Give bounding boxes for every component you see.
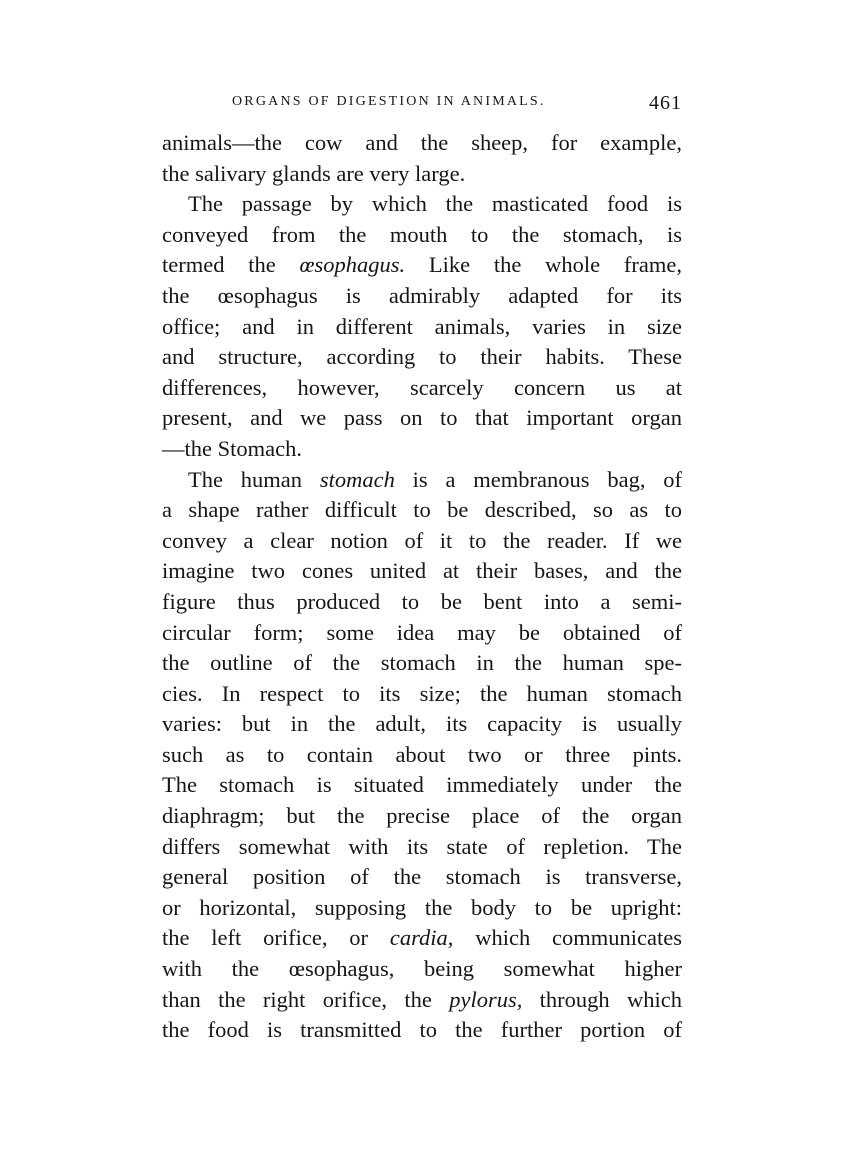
- text-line: —the Stomach.: [162, 435, 302, 461]
- text-line: such as to contain about two or three pints.: [162, 741, 682, 767]
- text-line: termed the œsophagus. Like the whole frame,: [162, 252, 682, 278]
- text-line: varies: but in the adult, its capacity is usually: [162, 711, 682, 737]
- text-line: The passage by which the masticated food is: [188, 191, 682, 217]
- text-line: The stomach is situated immediately under the: [162, 772, 682, 798]
- text-line: conveyed from the mouth to the stomach, is: [162, 221, 682, 247]
- text-line: differences, however, scarcely concern us at: [162, 374, 682, 400]
- text-line: and structure, according to their habits. These: [162, 344, 682, 370]
- italic-term: cardia,: [389, 925, 454, 951]
- text-line: a shape rather difficult to be described, so as to: [162, 497, 682, 523]
- text-line: circular form; some idea may be obtained of: [162, 619, 682, 645]
- page-number: 461: [649, 92, 682, 114]
- text-line: the œsophagus is admirably adapted for its: [162, 282, 682, 308]
- text-line: figure thus produced to be bent into a semi-: [162, 588, 682, 614]
- text-line: with the œsophagus, being somewhat higher: [162, 956, 682, 982]
- text-line: animals—the cow and the sheep, for example,: [162, 130, 682, 155]
- text-line: or horizontal, supposing the body to be upright:: [162, 894, 682, 920]
- body-text: [162, 128, 682, 1046]
- text-line: diaphragm; but the precise place of the organ: [162, 803, 682, 829]
- text-line: the salivary glands are very large.: [162, 160, 466, 186]
- text-line: present, and we pass on to that important organ: [162, 405, 682, 431]
- running-head: [232, 92, 682, 116]
- text-line: general position of the stomach is transverse,: [162, 864, 682, 890]
- text-line: The human stomach is a membranous bag, of: [188, 466, 683, 492]
- text-line: convey a clear notion of it to the reader. If we: [162, 527, 682, 553]
- text-line: office; and in different animals, varies in size: [162, 313, 682, 339]
- text-line: the food is transmitted to the further portion of: [162, 1017, 682, 1043]
- running-title: ORGANS OF DIGESTION IN ANIMALS.: [232, 94, 546, 109]
- text-line: differs somewhat with its state of repletion. The: [162, 833, 682, 859]
- italic-term: pylorus,: [449, 986, 523, 1012]
- text-line: the outline of the stomach in the human spe-: [162, 650, 682, 676]
- text-line: than the right orifice, the pylorus, through which: [162, 986, 682, 1012]
- italic-term: stomach: [319, 466, 395, 492]
- text-line: cies. In respect to its size; the human stomach: [162, 680, 682, 706]
- italic-term: œsophagus.: [299, 252, 406, 278]
- text-line: imagine two cones united at their bases, and the: [162, 558, 682, 584]
- text-line: the left orifice, or cardia, which communicates: [162, 925, 682, 951]
